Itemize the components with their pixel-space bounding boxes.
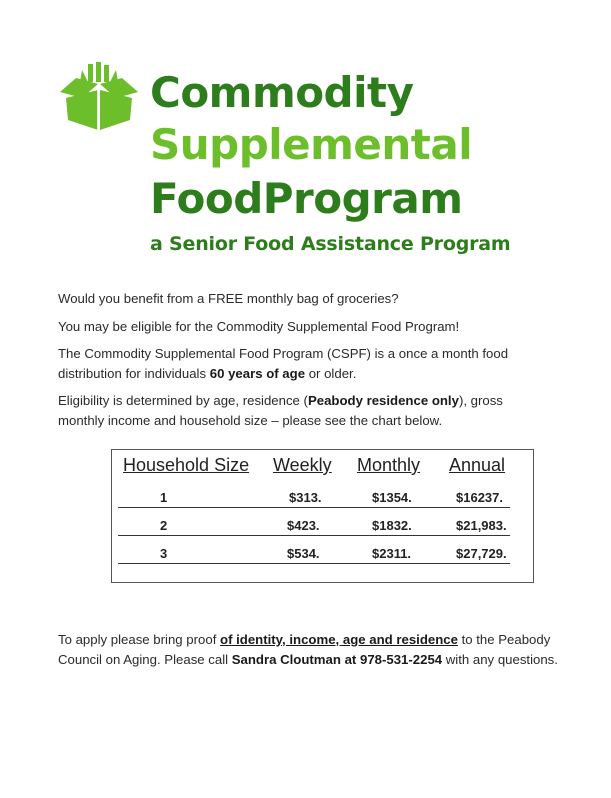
text-span: Eligibility is determined by age, residence ( [58,393,308,408]
title-line-1: Commodity [150,68,414,117]
row2-weekly: $423. [287,518,320,533]
row-divider [118,535,510,536]
title-line-2: Supplemental [150,120,473,169]
row3-size: 3 [160,546,168,561]
header-annual: Annual [449,455,506,475]
eligibility-teaser: You may be eligible for the Commodity Supplemental Food Program! [58,319,460,334]
program-description [58,344,528,384]
header-weekly: Weekly [273,455,332,475]
text-span: The Commodity Supplemental Food Program (CSPF) is a once a month food distribution for individuals [58,346,509,381]
row1-monthly: $1354. [372,490,412,505]
text-span: To apply please bring proof [58,632,221,647]
residence-requirement: Peabody residence only [307,393,459,408]
intro-question: Would you benefit from a FREE monthly bag of groceries? [58,291,399,306]
row1-annual: $16237. [456,490,503,505]
required-proof: of identity, income, age and residence [220,632,458,647]
row1-weekly: $313. [289,490,322,505]
row1-size: 1 [160,490,168,505]
row-divider [118,563,510,564]
header-household-size: Household Size [123,455,250,475]
title-line-3: FoodProgram [150,174,463,223]
contact-info: Sandra Cloutman at 978-531-2254 [231,652,443,667]
row2-size: 2 [160,518,168,533]
text-span: ), gross monthly income and household size – please see the chart below. [58,393,503,428]
header-monthly: Monthly [357,455,421,475]
row2-monthly: $1832. [372,518,412,533]
row-divider [118,507,510,508]
row3-weekly: $534. [287,546,320,561]
eligibility-text [58,391,528,431]
row3-annual: $27,729. [456,546,507,561]
row3-monthly: $2311. [372,546,412,561]
subtitle: a Senior Food Assistance Program [150,233,511,255]
text-span: or older. [305,366,357,381]
row2-annual: $21,983. [456,518,507,533]
apply-instructions [58,630,558,670]
age-requirement: 60 years of age [209,366,306,381]
text-span: with any questions. [442,652,558,667]
box-icon [58,62,140,132]
text-span: to the Peabody Council on Aging. Please call [58,632,551,667]
